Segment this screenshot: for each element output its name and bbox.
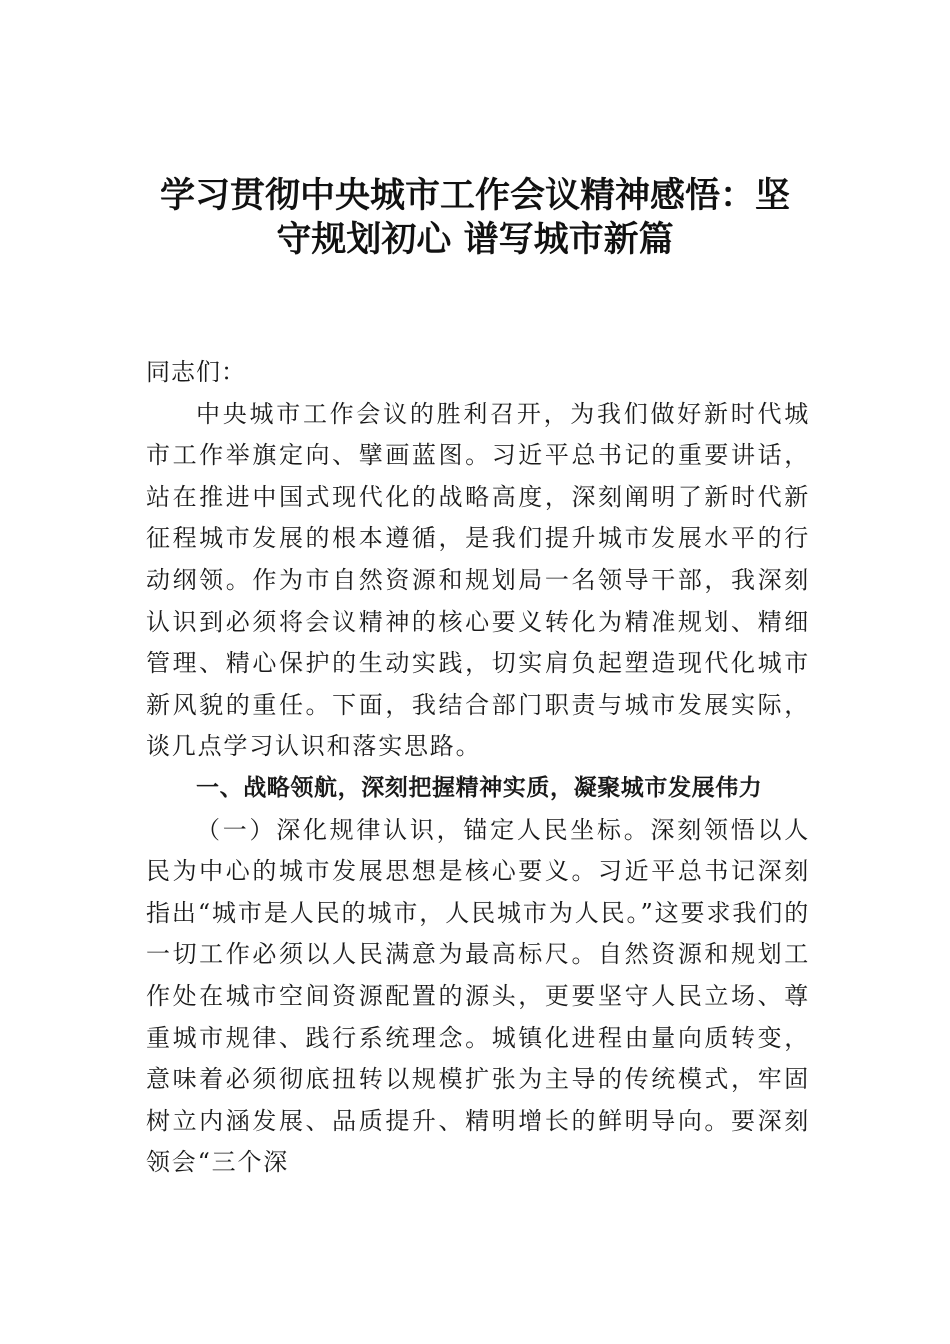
document-title-line-1: 学习贯彻中央城市工作会议精神感悟：坚 [159, 176, 790, 216]
document-body [146, 352, 810, 1184]
intro-paragraph: 中央城市工作会议的胜利召开，为我们做好新时代城市工作举旗定向、擘画蓝图。习近平总书记的重要讲话，站在推进中国式现代化的战略高度，深刻阐明了新时代新征程城市发展的根本遵循，是我们提升城市发展水平的行动纲领。作为市自然资源和规划局一名领导干部，我深刻认识到必须将会议精神的核心要义转化为精准规划、精细管理、精心保护的生动实践，切实肩负起塑造现代化城市新风貌的重任。下面，我结合部门职责与城市发展实际，谈几点学习认识和落实思路。 [146, 399, 810, 761]
section-heading: 一、战略领航，深刻把握精神实质，凝聚城市发展伟力 [196, 774, 763, 801]
salutation: 同志们： [146, 358, 246, 386]
document-title-line-2: 守规划初心 谱写城市新篇 [276, 220, 674, 260]
body-paragraph: （一）深化规律认识，锚定人民坐标。深刻领悟以人民为中心的城市发展思想是核心要义。习近平总书记深刻指出“城市是人民的城市，人民城市为人民。”这要求我们的一切工作必须以人民满意为最高标尺。自然资源和规划工作处在城市空间资源配置的源头，更要坚守人民立场、尊重城市规律、践行系统理念。城镇化进程由量向质转变，意味着必须彻底扭转以规模扩张为主导的传统模式，牢固树立内涵发展、品质提升、精明增长的鲜明导向。要深刻领会“三个深 [146, 815, 810, 1177]
